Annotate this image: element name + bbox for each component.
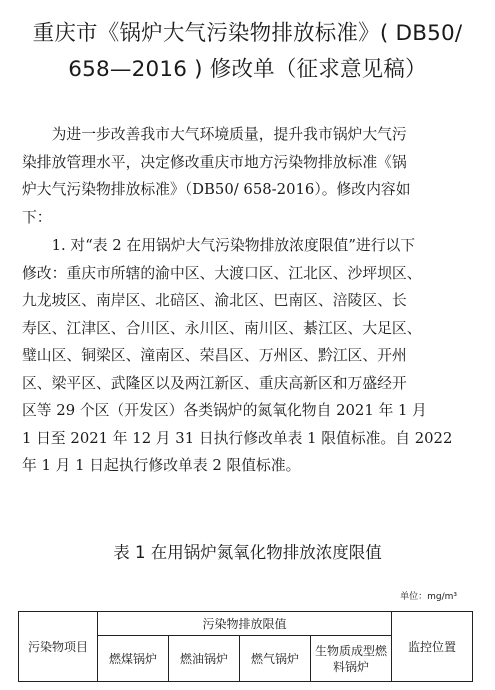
header-coal-boiler: 燃煤锅炉 bbox=[98, 636, 169, 682]
intro-paragraph bbox=[22, 121, 477, 231]
header-biomass-boiler: 生物质成型燃料锅炉 bbox=[311, 636, 392, 682]
intro-line: 下： bbox=[22, 208, 52, 226]
title-line-2: 658—2016 ) 修改单（征求意见稿） bbox=[68, 57, 427, 82]
item-1-line: 九龙坡区、南岸区、北碚区、渝北区、巴南区、涪陵区、长 bbox=[22, 292, 407, 309]
intro-line: 炉大气污染物排放标准》（DB50/ 658-2016）。修改内容如 bbox=[22, 181, 411, 198]
item-1-line: 1 日至 2021 年 12 月 31 日执行修改单表 1 限值标准。自 2022 bbox=[22, 429, 453, 447]
intro-line: 染排放管理水平，决定修改重庆市地方污染物排放标准《锅 bbox=[22, 153, 407, 171]
item-1-paragraph bbox=[22, 232, 477, 480]
document-title bbox=[0, 16, 495, 88]
header-limit-group: 污染物排放限值 bbox=[98, 612, 392, 636]
item-1-line: 修改：重庆市所辖的渝中区、大渡口区、江北区、沙坪坝区、 bbox=[22, 264, 422, 282]
header-oil-boiler: 燃油锅炉 bbox=[169, 636, 240, 682]
header-pollutant-item: 污染物项目 bbox=[19, 612, 98, 682]
table-1 bbox=[18, 611, 473, 682]
item-1-line: 1. 对“表 2 在用锅炉大气污染物排放浓度限值”进行以下 bbox=[22, 237, 416, 254]
item-1-line: 区、梁平区、武隆区以及两江新区、重庆高新区和万盛经开 bbox=[22, 374, 407, 392]
item-1-line: 寿区、江津区、合川区、永川区、南川区、綦江区、大足区、 bbox=[22, 319, 422, 337]
item-1-line: 年 1 月 1 日起执行修改单表 2 限值标准。 bbox=[22, 457, 301, 474]
header-monitor-location: 监控位置 bbox=[392, 612, 473, 682]
intro-line: 为进一步改善我市大气环境质量，提升我市锅炉大气污 bbox=[22, 126, 407, 143]
table-1-unit: 单位：mg/m³ bbox=[400, 592, 457, 602]
header-gas-boiler: 燃气锅炉 bbox=[240, 636, 311, 682]
item-1-line: 区等 29 个区（开发区）各类锅炉的氮氧化物自 2021 年 1 月 bbox=[22, 402, 427, 419]
table-1-title: 表 1 在用锅炉氮氧化物排放浓度限值 bbox=[113, 543, 382, 562]
title-line-1: 重庆市《锅炉大气污染物排放标准》( DB50/ bbox=[32, 21, 463, 46]
item-1-line: 璧山区、铜梁区、潼南区、荣昌区、万州区、黔江区、开州 bbox=[22, 347, 407, 364]
